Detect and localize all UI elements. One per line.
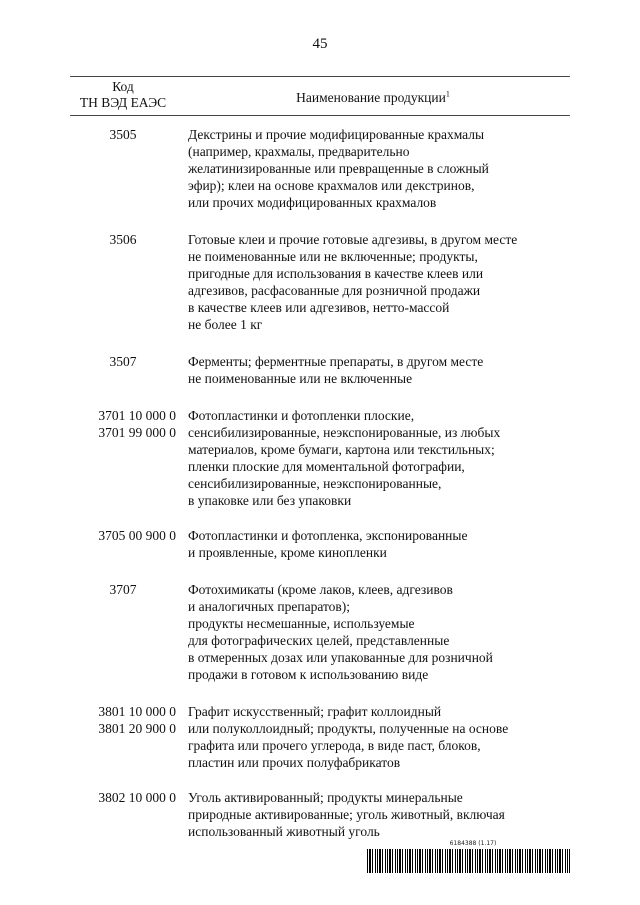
- description-line: Уголь активированный; продукты минеральные: [188, 790, 463, 805]
- barcode-label: 6184388 (1.17): [449, 840, 497, 847]
- row-description: [188, 581, 570, 683]
- description-line: продажи в готовом к использованию виде: [188, 667, 429, 682]
- row-description: [188, 353, 570, 387]
- page-number: 45: [312, 36, 328, 52]
- description-line: Графит искусственный; графит коллоидный: [188, 704, 442, 719]
- description-line: не поименованные или не включенные; продукты,: [188, 249, 478, 264]
- code-value: 3802 10 000 0: [98, 790, 176, 805]
- description-line: и аналогичных препаратов);: [188, 599, 351, 614]
- row-code: [70, 231, 176, 333]
- table-row: [70, 527, 570, 561]
- row-code: [70, 581, 176, 683]
- description-line: Готовые клеи и прочие готовые адгезивы, в другом месте: [188, 232, 518, 247]
- description-line: в качестве клеев или адгезивов, нетто-массой: [188, 300, 450, 315]
- row-code: [70, 407, 176, 509]
- table-row: [70, 789, 570, 840]
- row-code: [70, 126, 176, 211]
- description-line: Декстрины и прочие модифицированные крахмалы: [188, 127, 485, 142]
- description-line: графита или прочего углерода, в виде паст, блоков,: [188, 738, 481, 753]
- column-header-code-line2: ТН ВЭД ЕАЭС: [79, 95, 167, 110]
- row-description: [188, 703, 570, 771]
- footnote-marker: 1: [445, 89, 450, 99]
- description-line: пластин или прочих полуфабрикатов: [188, 755, 401, 770]
- code-value: 3801 10 000 0: [98, 704, 176, 719]
- description-line: или прочих модифицированных крахмалов: [188, 195, 437, 210]
- row-description: [188, 407, 570, 509]
- row-code: [70, 789, 176, 840]
- table-row: [70, 126, 570, 211]
- description-line: пленки плоские для моментальной фотографии,: [188, 459, 465, 474]
- table-row: [70, 231, 570, 333]
- code-value: 3705 00 900 0: [98, 528, 176, 543]
- row-description: [188, 231, 570, 333]
- column-header-code: [70, 79, 176, 111]
- column-header-name-text: Наименование продукции: [296, 90, 446, 105]
- row-code: [70, 703, 176, 771]
- row-description: [188, 527, 570, 561]
- code-value: 3701 10 000 0: [98, 408, 176, 423]
- code-value: 3505: [109, 127, 137, 142]
- description-line: адгезивов, расфасованные для розничной продажи: [188, 283, 481, 298]
- table-row: [70, 581, 570, 683]
- code-value: 3507: [109, 354, 137, 369]
- table-row: [70, 703, 570, 771]
- column-header-code-line1: Код: [112, 79, 134, 94]
- code-value: 3707: [109, 582, 137, 597]
- description-line: сенсибилизированные, неэкспонированные,: [188, 476, 442, 491]
- description-line: не более 1 кг: [188, 317, 263, 332]
- description-line: эфир); клеи на основе крахмалов или декстринов,: [188, 178, 475, 193]
- product-table: [70, 126, 570, 840]
- description-line: Фотопластинки и фотопленки плоские,: [188, 408, 415, 423]
- description-line: (например, крахмалы, предварительно: [188, 144, 410, 159]
- description-line: сенсибилизированные, неэкспонированные, из любых: [188, 425, 501, 440]
- code-value: 3701 99 000 0: [98, 425, 176, 440]
- table-row: [70, 407, 570, 509]
- code-value: 3801 20 900 0: [98, 721, 176, 736]
- description-line: не поименованные или не включенные: [188, 371, 413, 386]
- table-header-top-rule: [70, 76, 570, 77]
- description-line: использованный животный уголь: [188, 824, 380, 839]
- description-line: и проявленные, кроме кинопленки: [188, 545, 387, 560]
- row-description: [188, 789, 570, 840]
- code-value: 3506: [109, 232, 137, 247]
- description-line: в упаковке или без упаковки: [188, 493, 352, 508]
- description-line: Фотопластинки и фотопленка, экспонированные: [188, 528, 468, 543]
- description-line: или полуколлоидный; продукты, полученные на основе: [188, 721, 509, 736]
- description-line: для фотографических целей, представленные: [188, 633, 450, 648]
- description-line: Фотохимикаты (кроме лаков, клеев, адгезивов: [188, 582, 453, 597]
- description-line: природные активированные; уголь животный, включая: [188, 807, 505, 822]
- row-code: [70, 353, 176, 387]
- table-row: [70, 353, 570, 387]
- column-header-name: [188, 90, 558, 106]
- table-header-bottom-rule: [70, 115, 570, 116]
- description-line: продукты несмешанные, используемые: [188, 616, 415, 631]
- description-line: материалов, кроме бумаги, картона или текстильных;: [188, 442, 495, 457]
- description-line: желатинизированные или превращенные в сложный: [188, 161, 489, 176]
- barcode: [367, 849, 570, 873]
- row-code: [70, 527, 176, 561]
- description-line: пригодные для использования в качестве клеев или: [188, 266, 484, 281]
- row-description: [188, 126, 570, 211]
- description-line: Ферменты; ферментные препараты, в другом месте: [188, 354, 484, 369]
- description-line: в отмеренных дозах или упакованные для розничной: [188, 650, 493, 665]
